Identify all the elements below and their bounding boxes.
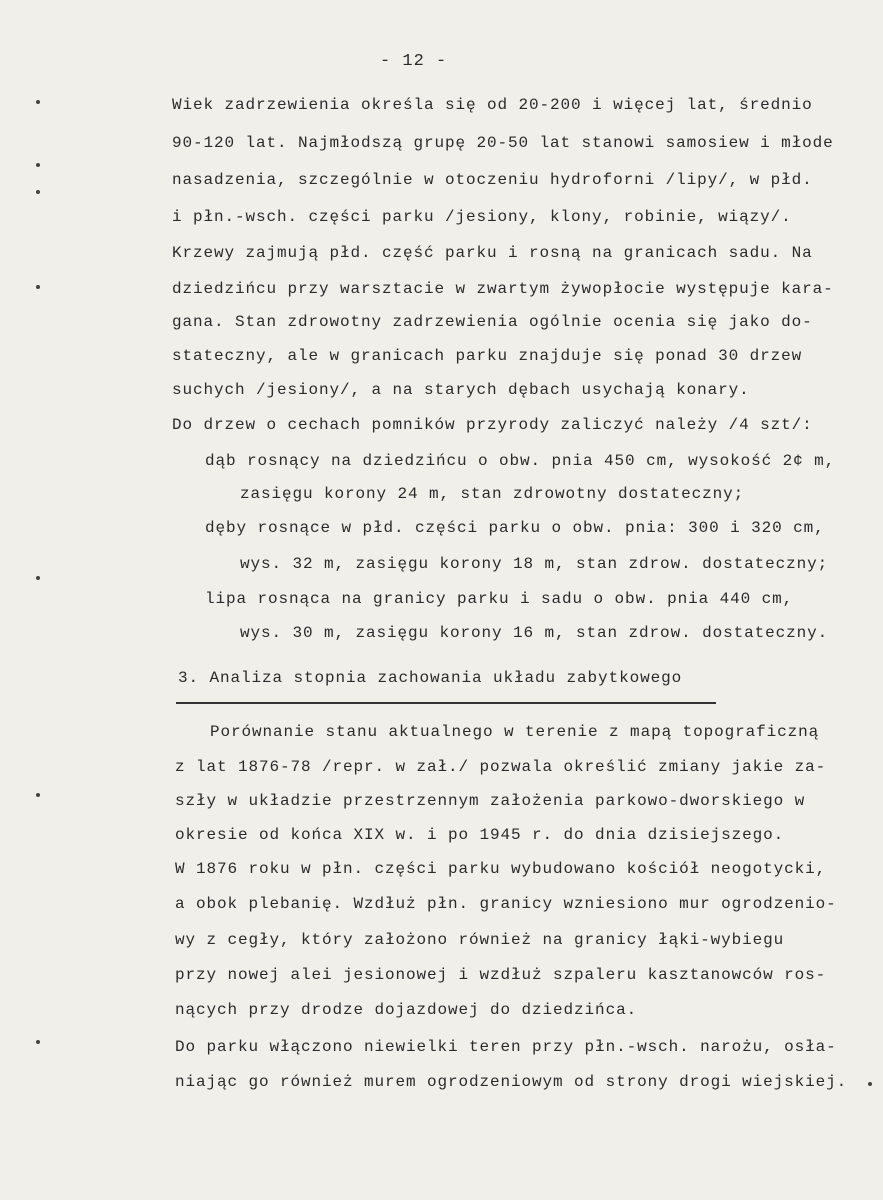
text-line: szły w układzie przestrzennym założenia parkowo-dworskiego w — [175, 792, 806, 810]
text-line: przy nowej alei jesionowej i wzdłuż szpaleru kasztanowców ros- — [175, 966, 827, 984]
text-line: okresie od końca XIX w. i po 1945 r. do dnia dzisiejszego. — [175, 826, 785, 844]
text-line: z lat 1876-78 /repr. w zał./ pozwala określić zmiany jakie za- — [175, 758, 827, 776]
text-line: niając go również murem ogrodzeniowym od strony drogi wiejskiej. — [175, 1073, 848, 1091]
heading-underline — [176, 702, 716, 704]
margin-speck — [36, 190, 40, 194]
text-line: Wiek zadrzewienia określa się od 20-200 i więcej lat, średnio — [172, 96, 813, 114]
margin-speck — [36, 793, 40, 797]
text-line: i płn.-wsch. części parku /jesiony, klony, robinie, wiązy/. — [172, 208, 792, 226]
text-line: dziedzińcu przy warsztacie w zwartym żywopłocie występuje kara- — [172, 280, 834, 298]
text-line: suchych /jesiony/, a na starych dębach usychają konary. — [172, 381, 750, 399]
margin-speck — [36, 163, 40, 167]
margin-speck — [868, 1082, 872, 1086]
text-line: gana. Stan zdrowotny zadrzewienia ogólnie ocenia się jako do- — [172, 313, 813, 331]
text-line: a obok plebanię. Wzdłuż płn. granicy wzniesiono mur ogrodzenio- — [175, 895, 837, 913]
text-line: zasięgu korony 24 m, stan zdrowotny dostateczny; — [240, 485, 745, 503]
margin-speck — [36, 1040, 40, 1044]
text-line: wys. 32 m, zasięgu korony 18 m, stan zdrow. dostateczny; — [240, 555, 829, 573]
text-line: Porównanie stanu aktualnego w terenie z mapą topograficzną — [210, 723, 820, 741]
margin-speck — [36, 576, 40, 580]
text-line: W 1876 roku w płn. części parku wybudowano kościół neogotycki, — [175, 860, 827, 878]
text-line: lipa rosnąca na granicy parku i sadu o obw. pnia 440 cm, — [205, 590, 794, 608]
text-line: wys. 30 m, zasięgu korony 16 m, stan zdrow. dostateczny. — [240, 624, 829, 642]
text-line: dąb rosnący na dziedzińcu o obw. pnia 450 cm, wysokość 2¢ m, — [205, 452, 836, 470]
text-line: nasadzenia, szczególnie w otoczeniu hydroforni /lipy/, w płd. — [172, 171, 813, 189]
text-line: Do parku włączono niewielki teren przy płn.-wsch. narożu, osła- — [175, 1038, 837, 1056]
margin-speck — [36, 285, 40, 289]
text-line: stateczny, ale w granicach parku znajduje się ponad 30 drzew — [172, 347, 803, 365]
text-line: nących przy drodze dojazdowej do dziedzińca. — [175, 1001, 638, 1019]
text-line: 90-120 lat. Najmłodszą grupę 20-50 lat stanowi samosiew i młode — [172, 134, 834, 152]
text-line: wy z cegły, który założono również na granicy łąki-wybiegu — [175, 931, 785, 949]
margin-speck — [36, 100, 40, 104]
section-heading: 3. Analiza stopnia zachowania układu zabytkowego — [178, 669, 683, 687]
text-line: dęby rosnące w płd. części parku o obw. pnia: 300 i 320 cm, — [205, 519, 825, 537]
text-line: Krzewy zajmują płd. część parku i rosną na granicach sadu. Na — [172, 244, 813, 262]
page-number: - 12 - — [380, 52, 448, 71]
text-line: Do drzew o cechach pomników przyrody zaliczyć należy /4 szt/: — [172, 416, 813, 434]
